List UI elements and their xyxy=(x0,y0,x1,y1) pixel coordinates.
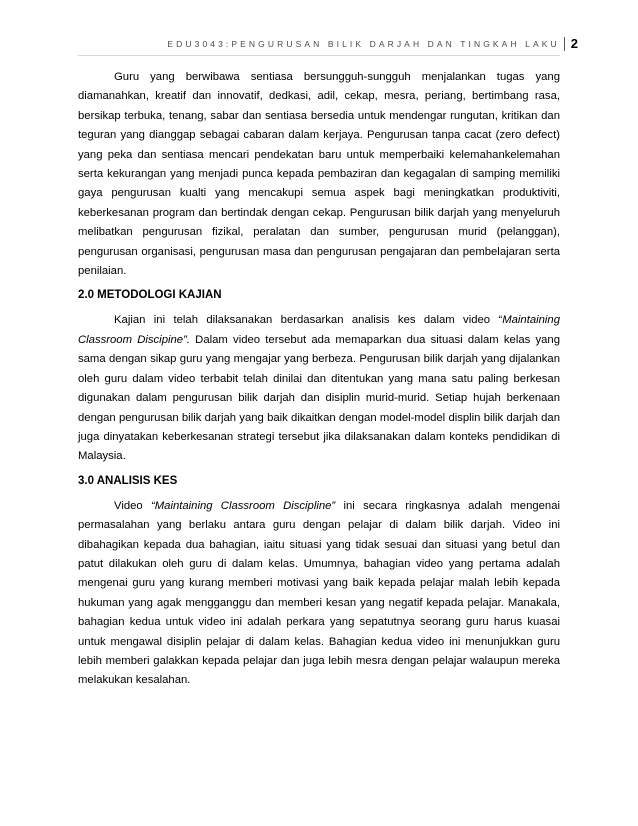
metodologi-video-title: Maintaining Classroom Discipine”. xyxy=(78,314,560,346)
metodologi-paragraph xyxy=(78,311,560,466)
section-heading-analisis: 3.0 ANALISIS KES xyxy=(78,474,178,487)
analisis-text-rest: ini secara ringkasnya adalah mengenai permasalahan yang berlaku antara guru dengan pelajar di dalam bilik darjah. Video ini dibahagikan kepada dua bahagian, iaitu situasi yang tidak sesuai dan situasi yang betul dan patut dilakukan oleh guru di dalam kelas. Umumnya, bahagian video yang pertama adalah mengenai guru yang kurang memberi motivasi yang baik kepada pelajar malah lebih kepada hukuman yang agak mengganggu dan memberi kesan yang negatif kepada pelajar. Manakala, bahagian kedua untuk video ini adalah perkara yang sepatutnya seorang guru harus kuasai untuk mengawal disiplin pelajar di dalam kelas. Bahagian kedua video ini menunjukkan guru lebih memberi galakkan kepada pelajar dan juga lebih mesra dengan pelajar walaupun mereka melakukan kesalahan. xyxy=(78,499,561,687)
analisis-text-start: Video xyxy=(114,499,151,512)
metodologi-text-start: Kajian ini telah dilaksanakan berdasarkan analisis kes dalam video “ xyxy=(114,314,503,327)
running-title: EDU3043:PENGURUSAN BILIK DARJAH DAN TINGKAH LAKU xyxy=(167,38,560,49)
header-separator xyxy=(564,37,565,51)
metodologi-text-rest: Dalam video tersebut ada memaparkan dua situasi dalam kelas yang sama dengan sikap guru yang mengajar yang berbeza. Pengurusan bilik darjah yang dijalankan oleh guru dalam video terbabit telah dinilai dan ditentukan yang mana satu paling berkesan digunakan dalam pengurusan bilik darjah dan disiplin murid-murid. Setiap hujah berkenaan dengan pengurusan bilik darjah yang baik dikaitkan dengan model-model displin bilik darjah dan juga dinyatakan keberkesanan strategi tersebut jika dilaksanakan dalam konteks pendidikan di Malaysia. xyxy=(78,333,561,463)
page-number: 2 xyxy=(570,36,578,51)
section-heading-metodologi: 2.0 METODOLOGI KAJIAN xyxy=(78,289,222,302)
intro-paragraph: Guru yang berwibawa sentiasa bersungguh-sungguh menjalankan tugas yang diamanahkan, kreatif dan innovatif, dedkasi, adil, cekap, mesra, periang, bertimbang rasa, bersikap terbuka, tenang, sabar dan sentiasa bersedia untuk mendengar rungutan, kritikan dan teguran yang dianggap sebagai cabaran dalam kerjaya. Pengurusan tanpa cacat (zero defect) yang peka dan sentiasa mencari pendekatan baru untuk memperbaiki kelemahankelemahan serta kekurangan yang menjadi punca kepada pembaziran dan kegagalan di samping memiliki gaya pengurusan kualti yang mencakupi semua aspek bagi meningkatkan produktiviti, keberkesanan program dan bertindak dengan cekap. Pengurusan bilik darjah yang menyeluruh melibatkan pengurusan fizikal, peralatan dan sumber, pengurusan murid (pelanggan), pengurusan organisasi, pengurusan masa dan pengurusan pengajaran dan pembelajaran serta penilaian. xyxy=(78,71,560,278)
page-header xyxy=(167,36,578,51)
analisis-paragraph xyxy=(78,497,560,691)
header-rule xyxy=(78,55,560,56)
analisis-video-title: “Maintaining Classroom Discipline” xyxy=(150,499,336,512)
page-body xyxy=(78,68,560,691)
